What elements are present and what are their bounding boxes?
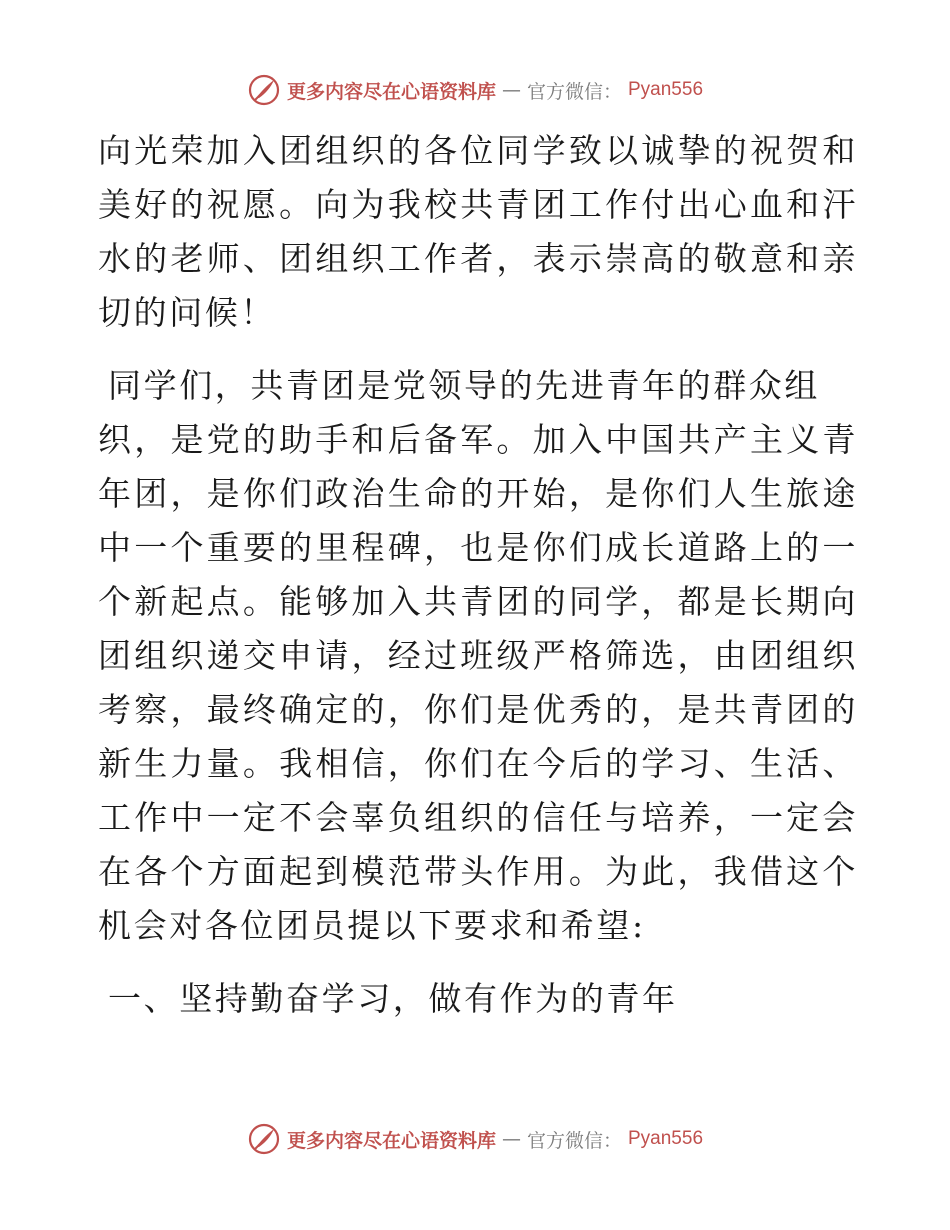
paragraph: 同学们，共青团是党领导的先进青年的群众组 (108, 366, 820, 405)
header-watermark (0, 70, 950, 110)
watermark-wechat-label: 官方微信： (526, 80, 622, 103)
watermark-handle: Pyan556 (628, 1128, 704, 1149)
paragraph: 织，是党的助手和后备军。加入中国共产主义青年团，是你们政治生命的开始，是你们人生旅途中一个重要的里程碑，也是你们成长道路上的一个新起点。能够加入共青团的同学，都是长期向团组织递交申请，经过班级严格筛选，由团组织考察，最终确定的，你们是优秀的，是共青团的新生力量。我相信，你们在今后的学习、生活、工作中一定不会辜负组织的信任与培养，一定会在各个方面起到模范带头作用。为此，我借这个机会对各位团员提以下要求和希望: (98, 420, 858, 945)
quill-logo-icon (247, 1122, 281, 1156)
watermark-brand: 更多内容尽在心语资料库 (286, 80, 496, 103)
paragraph: 向光荣加入团组织的各位同学致以诚挚的祝贺和美好的祝愿。向为我校共青团工作付出心血和汗水的老师、团组织工作者，表示崇高的敬意和亲切的问候！ (98, 131, 858, 332)
watermark-brand: 更多内容尽在心语资料库 (286, 1129, 496, 1152)
section-heading: 一、坚持勤奋学习，做有作为的青年 (108, 979, 678, 1018)
quill-logo-icon (247, 73, 281, 107)
watermark-dash: — (501, 79, 521, 101)
document-body (98, 124, 858, 1026)
footer-watermark (0, 1119, 950, 1159)
watermark-handle: Pyan556 (628, 79, 704, 100)
watermark-dash: — (501, 1128, 521, 1150)
watermark-wechat-label: 官方微信： (526, 1129, 622, 1152)
